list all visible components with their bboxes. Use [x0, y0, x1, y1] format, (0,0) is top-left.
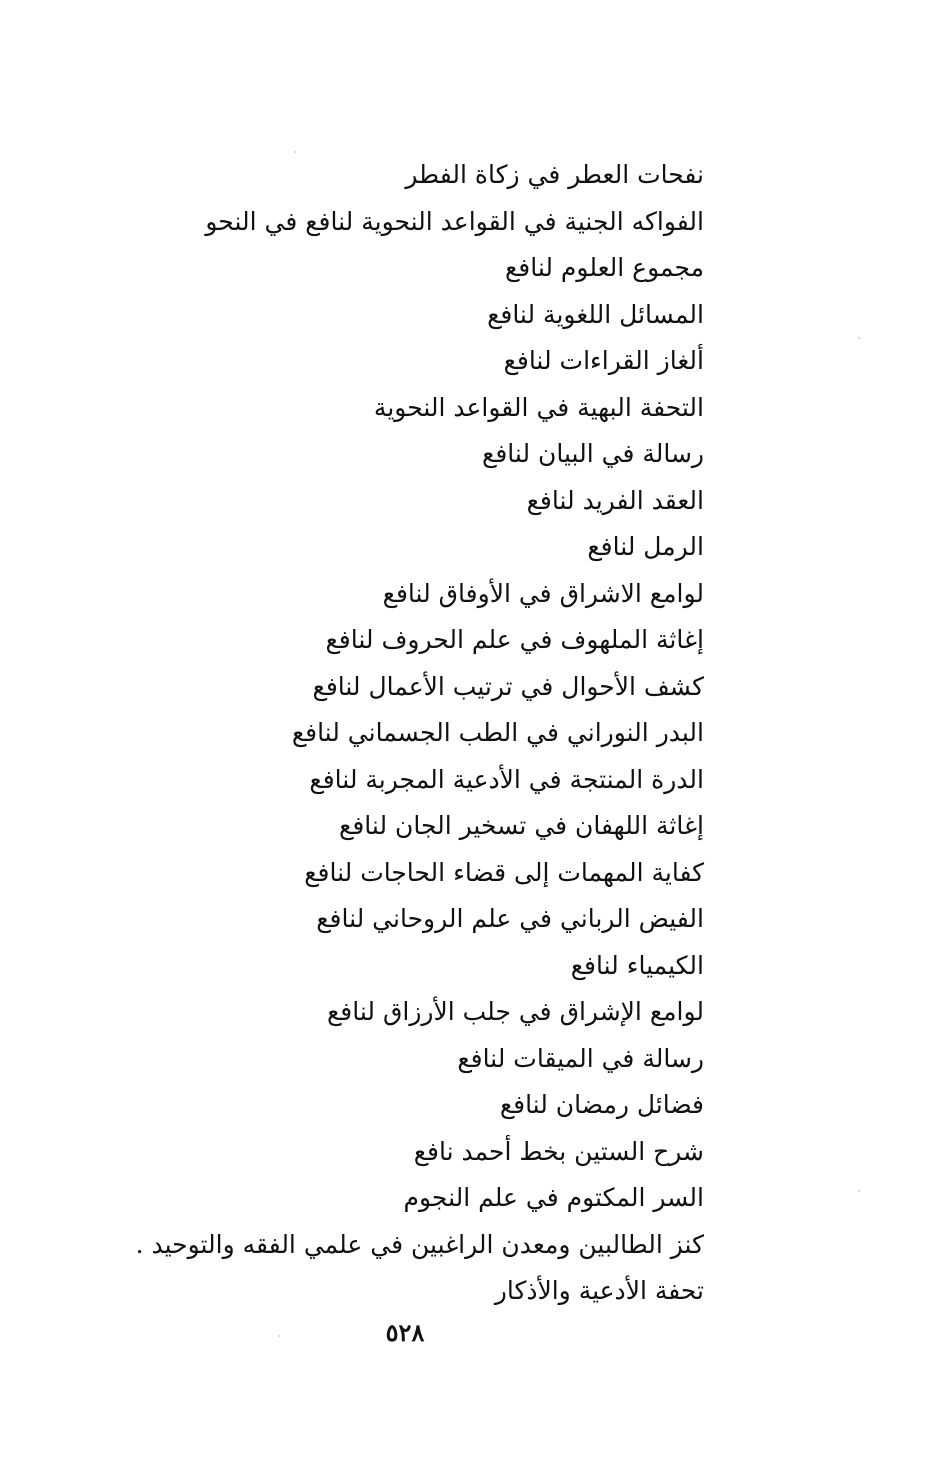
- list-item: الرمل لنافع: [587, 532, 704, 561]
- scan-speck: [858, 1190, 860, 1192]
- list-item: تحفة الأدعية والأذكار: [494, 1276, 704, 1305]
- list-item: الفيض الرباني في علم الروحاني لنافع: [316, 904, 704, 933]
- list-item: العقد الفريد لنافع: [526, 485, 704, 515]
- scan-speck: [278, 1335, 280, 1337]
- list-item: نفحات العطر في زكاة الفطر: [405, 160, 704, 189]
- scan-speck: [294, 151, 296, 153]
- list-item: مجموع العلوم لنافع: [504, 253, 704, 282]
- scan-speck: [858, 337, 860, 339]
- page-number: ٥٢٨: [385, 1318, 425, 1347]
- list-item: لوامع الاشراق في الأوفاق لنافع: [382, 578, 704, 608]
- list-item: كشف الأحوال في ترتيب الأعمال لنافع: [312, 671, 704, 701]
- list-item: السر المكتوم في علم النجوم: [403, 1183, 704, 1212]
- titles-list: [136, 152, 704, 1315]
- list-item: لوامع الإشراق في جلب الأرزاق لنافع: [327, 997, 704, 1026]
- list-item: إغاثة اللهفان في تسخير الجان لنافع: [339, 811, 704, 840]
- list-item: الكيمياء لنافع: [570, 950, 704, 980]
- list-item: المسائل اللغوية لنافع: [487, 299, 704, 329]
- list-item: البدر النوراني في الطب الجسماني لنافع: [291, 718, 704, 747]
- list-item: فضائل رمضان لنافع: [499, 1090, 704, 1119]
- list-item: شرح الستين بخط أحمد نافع: [413, 1136, 704, 1166]
- list-item: رسالة في البيان لنافع: [482, 439, 704, 468]
- list-item: رسالة في الميقات لنافع: [457, 1043, 704, 1073]
- list-item: التحفة البهية في القواعد النحوية: [373, 392, 704, 422]
- list-item: الفواكه الجنية في القواعد النحوية لنافع في النحو: [205, 206, 704, 236]
- list-item: كنز الطالبين ومعدن الراغبين في علمي الفقه والتوحيد .: [135, 1229, 704, 1259]
- list-item: كفاية المهمات إلى قضاء الحاجات لنافع: [304, 857, 704, 887]
- list-item: الدرة المنتجة في الأدعية المجربة لنافع: [309, 764, 704, 794]
- list-item: ألغاز القراءات لنافع: [503, 346, 704, 375]
- list-item: إغاثة الملهوف في علم الحروف لنافع: [325, 625, 704, 654]
